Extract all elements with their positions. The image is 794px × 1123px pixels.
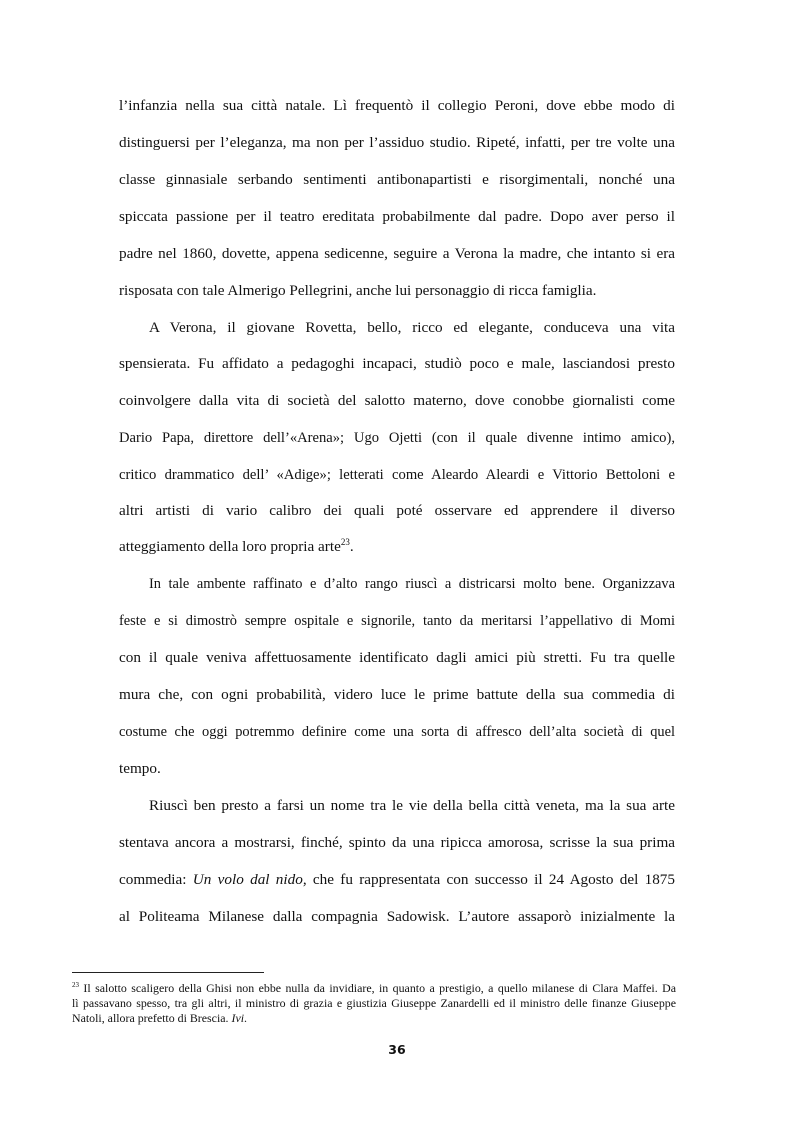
body-line: spensierata. Fu affidato a pedagoghi incapaci, studiò poco e male, lasciandosi presto [119,355,675,372]
footnote-ref: 23 [340,536,350,547]
body-line: tempo. [119,760,161,777]
body-text: . [349,538,354,555]
body-line [119,870,675,890]
footnote-line: lì passavano spesso, tra gli altri, il ministro di grazia e giustizia Giuseppe Zanardelli ed il ministro delle finanze Giuseppe [72,996,676,1010]
body-line: stentava ancora a mostrarsi, finché, spinto da una ripicca amorosa, scrisse la sua prima [119,834,675,851]
body-line: risposata con tale Almerigo Pellegrini, anche lui personaggio di ricca famiglia. [119,282,597,299]
body-line: A Verona, il giovane Rovetta, bello, ricco ed elegante, conduceva una vita [149,319,675,336]
body-line: classe ginnasiale serbando sentimenti antibonapartisti e risorgimentali, nonché una [119,171,675,188]
body-line: critico drammatico dell’ «Adige»; letterati come Aleardo Aleardi e Vittorio Bettoloni e [119,467,675,483]
body-line: distinguersi per l’eleganza, ma non per l’assiduo studio. Ripeté, infatti, per tre volte una [119,134,675,151]
body-line: Dario Papa, direttore dell’«Arena»; Ugo Ojetti (con il quale divenne intimo amico), [119,430,675,446]
body-text: atteggiamento della loro propria arte [119,538,341,555]
body-line: mura che, con ogni probabilità, videro luce le prime battute della sua commedia di [119,686,675,703]
footnote-text: . [244,1011,248,1025]
body-line: costume che oggi potremmo definire come una sorta di affresco dell’alta società di quel [119,724,675,740]
footnote-line [72,981,676,996]
page-number: 36 [388,1042,406,1057]
footnote-text: Il salotto scaligero della Ghisi non ebbe nulla da invidiare, in quanto a prestigio, a quello milanese di Clara Maffei. Da [79,981,676,995]
footnote-separator [72,972,264,973]
body-line: con il quale veniva affettuosamente identificato dagli amici più stretti. Fu tra quelle [119,649,675,666]
body-text: , che fu rappresentata con successo il 24 Agosto del 1875 [302,871,675,888]
body-line: al Politeama Milanese dalla compagnia Sadowisk. L’autore assaporò inizialmente la [119,908,675,925]
body-line: spiccata passione per il teatro ereditata probabilmente dal padre. Dopo aver perso il [119,208,675,225]
body-line: feste e si dimostrò sempre ospitale e signorile, tanto da meritarsi l’appellativo di Momi [119,613,675,629]
footnote-text: Natoli, allora prefetto di Brescia. [72,1011,232,1025]
body-line: coinvolgere dalla vita di società del salotto materno, dove conobbe giornalisti come [119,392,675,409]
footnote-line [72,1011,676,1026]
body-line: padre nel 1860, dovette, appena sedicenne, seguire a Verona la madre, che intanto si era [119,245,675,262]
body-line [119,537,675,557]
work-title: Un volo dal nido [192,871,303,888]
body-line: l’infanzia nella sua città natale. Lì frequentò il collegio Peroni, dove ebbe modo di [119,97,675,114]
footnote-number: 23 [72,981,79,990]
body-line: Riuscì ben presto a farsi un nome tra le vie della bella città veneta, ma la sua arte [149,797,675,814]
footnote-ivi: Ivi [231,1011,245,1025]
body-text: commedia: [119,871,193,888]
body-line: In tale ambente raffinato e d’alto rango riuscì a districarsi molto bene. Organizzava [149,576,675,592]
body-line: altri artisti di vario calibro dei quali poté osservare ed apprendere il diverso [119,502,675,519]
